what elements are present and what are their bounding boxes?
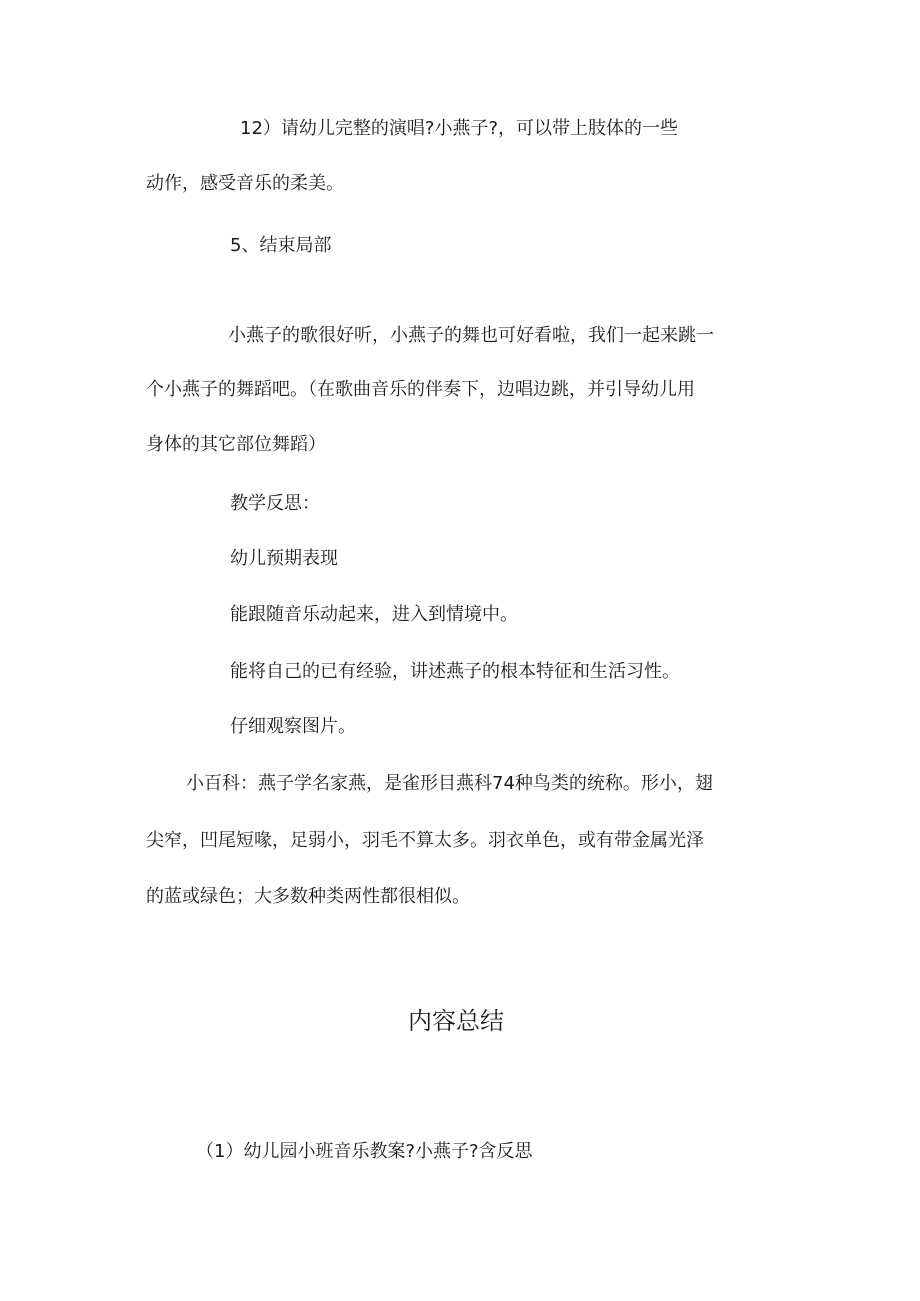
section-heading-step5: 5、结束局部 bbox=[230, 235, 332, 256]
expected-item: 仔细观察图片。 bbox=[230, 716, 356, 737]
paragraph-line: 动作，感受音乐的柔美。 bbox=[146, 173, 344, 194]
expected-item: 能跟随音乐动起来，进入到情境中。 bbox=[230, 604, 518, 625]
paragraph-line: 12）请幼儿完整的演唱?小燕子?，可以带上肢体的一些 bbox=[240, 118, 679, 139]
expected-item: 能将自己的已有经验，讲述燕子的根本特征和生活习性。 bbox=[230, 661, 680, 682]
paragraph-line: 身体的其它部位舞蹈） bbox=[146, 434, 326, 455]
paragraph-line: 小燕子的歌很好听，小燕子的舞也可好看啦，我们一起来跳一 bbox=[228, 325, 714, 346]
paragraph-line: 个小燕子的舞蹈吧。（在歌曲音乐的伴奏下，边唱边跳，并引导幼儿用 bbox=[146, 379, 695, 400]
encyclopedia-line: 的蓝或绿色；大多数种类两性都很相似。 bbox=[146, 886, 470, 907]
summary-heading: 内容总结 bbox=[408, 1007, 504, 1035]
encyclopedia-line: 小百科：燕子学名家燕，是雀形目燕科74种鸟类的统称。形小，翅 bbox=[186, 773, 713, 794]
encyclopedia-line: 尖窄，凹尾短喙，足弱小，羽毛不算太多。羽衣单色，或有带金属光泽 bbox=[146, 830, 704, 851]
expected-performance-title: 幼儿预期表现 bbox=[230, 548, 338, 569]
reflection-label: 教学反思： bbox=[230, 493, 320, 514]
summary-item: （1）幼儿园小班音乐教案?小燕子?含反思 bbox=[196, 1141, 533, 1162]
